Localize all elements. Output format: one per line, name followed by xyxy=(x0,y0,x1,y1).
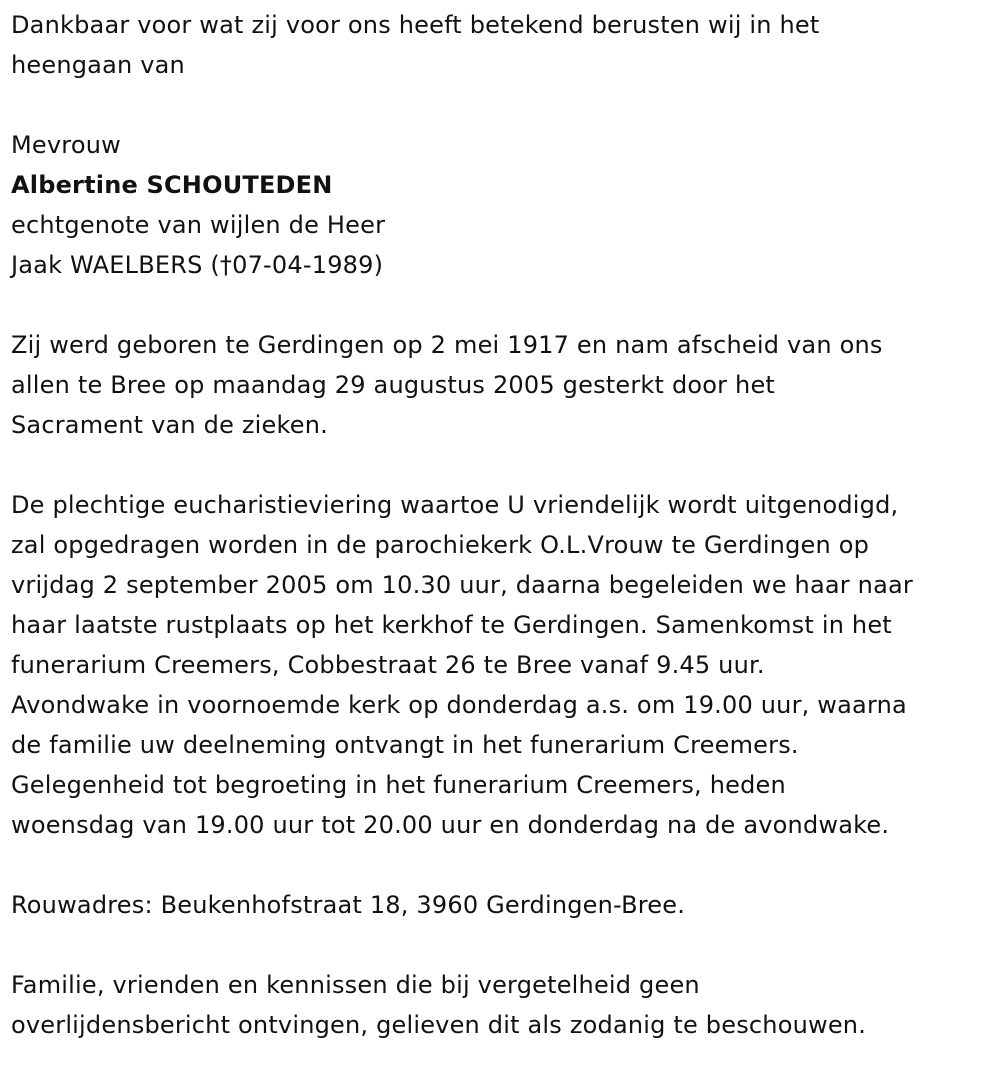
birth-death-line: Sacrament van de zieken. xyxy=(11,411,328,439)
intro-paragraph xyxy=(11,5,996,85)
ceremony-line: zal opgedragen worden in de parochiekerk O.L.Vrouw te Gerdingen op xyxy=(11,531,870,559)
ceremony-line: woensdag van 19.00 uur tot 20.00 uur en donderdag na de avondwake. xyxy=(11,811,890,839)
spacer xyxy=(11,845,996,885)
birth-death-line: allen te Bree op maandag 29 augustus 2005 gesterkt door het xyxy=(11,371,776,399)
ceremony-line: funerarium Creemers, Cobbestraat 26 te Bree vanaf 9.45 uur. xyxy=(11,651,765,679)
ceremony-line: De plechtige eucharistieviering waartoe U vriendelijk wordt uitgenodigd, xyxy=(11,491,899,519)
spacer xyxy=(11,925,996,965)
ceremony-paragraph xyxy=(11,485,996,845)
intro-line: heengaan van xyxy=(11,51,185,79)
deceased-block xyxy=(11,125,996,285)
spacer xyxy=(11,85,996,125)
deceased-name: Albertine SCHOUTEDEN xyxy=(11,171,333,199)
ceremony-line: de familie uw deelneming ontvangt in het funerarium Creemers. xyxy=(11,731,799,759)
title-text: Mevrouw xyxy=(11,131,121,159)
death-notice xyxy=(11,5,996,1045)
ceremony-line: haar laatste rustplaats op het kerkhof te Gerdingen. Samenkomst in het xyxy=(11,611,892,639)
spacer xyxy=(11,445,996,485)
spouse-name: Jaak WAELBERS (†07-04-1989) xyxy=(11,251,384,279)
closing-line: overlijdensbericht ontvingen, gelieven dit als zodanig te beschouwen. xyxy=(11,1011,867,1039)
ceremony-line: Avondwake in voornoemde kerk op donderdag a.s. om 19.00 uur, waarna xyxy=(11,691,907,719)
closing-paragraph xyxy=(11,965,996,1045)
closing-line: Familie, vrienden en kennissen die bij vergetelheid geen xyxy=(11,971,700,999)
ceremony-line: Gelegenheid tot begroeting in het funerarium Creemers, heden xyxy=(11,771,786,799)
spouse-line: echtgenote van wijlen de Heer xyxy=(11,211,386,239)
mourning-address: Rouwadres: Beukenhofstraat 18, 3960 Gerdingen-Bree. xyxy=(11,891,686,919)
birth-death-line: Zij werd geboren te Gerdingen op 2 mei 1917 en nam afscheid van ons xyxy=(11,331,883,359)
birth-death-paragraph xyxy=(11,325,996,445)
address-paragraph xyxy=(11,885,996,925)
spacer xyxy=(11,285,996,325)
intro-line: Dankbaar voor wat zij voor ons heeft betekend berusten wij in het xyxy=(11,11,820,39)
ceremony-line: vrijdag 2 september 2005 om 10.30 uur, daarna begeleiden we haar naar xyxy=(11,571,913,599)
